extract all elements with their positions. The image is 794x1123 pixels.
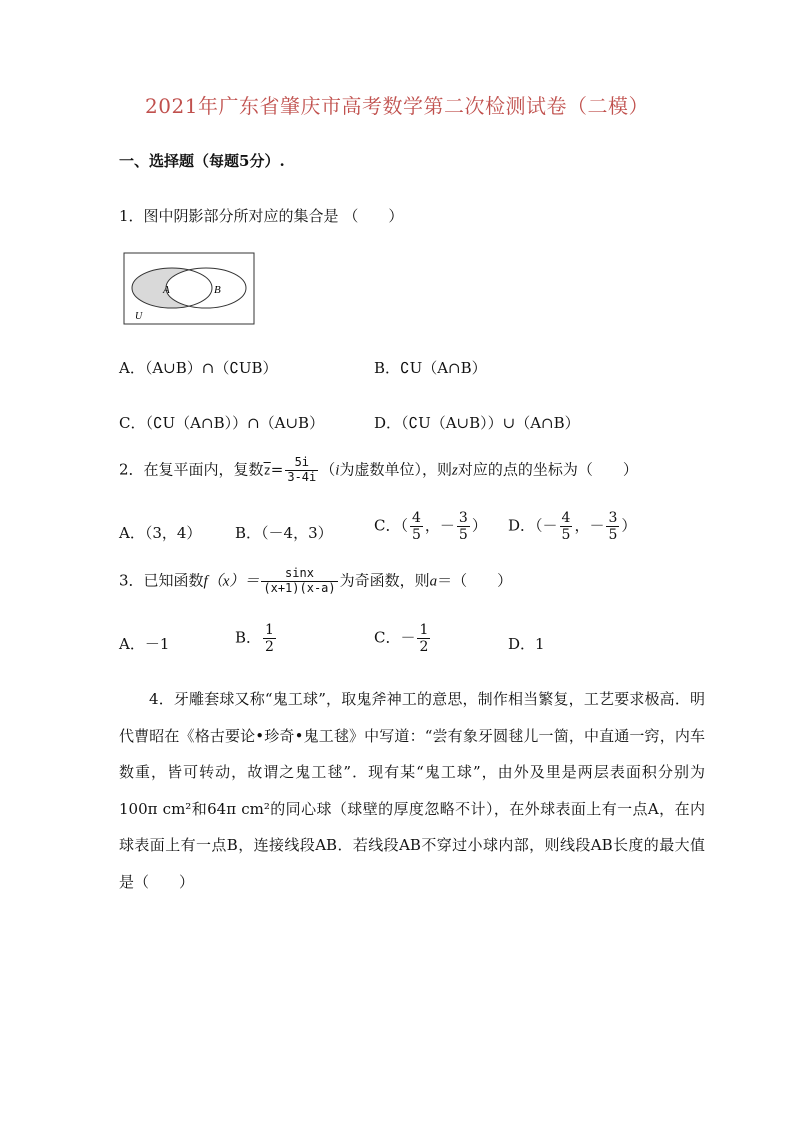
q2-c-mid: ，－ <box>424 516 455 535</box>
q3-suffix: 为奇函数，则 <box>339 571 430 590</box>
q3-stem <box>119 567 512 596</box>
q2-prefix: 2．在复平面内，复数 <box>119 460 264 479</box>
q1-option-a: A．（A∪B）∩（∁UB） <box>119 359 278 377</box>
q2-d-mid: ，－ <box>574 516 605 535</box>
q3-a: a <box>429 573 438 590</box>
q1-option-c: C．（∁U（A∩B））∩（A∪B） <box>119 414 325 432</box>
q1-option-b: B．∁U（A∩B） <box>374 359 487 377</box>
venn-diagram <box>123 252 256 326</box>
q2-eq: = <box>270 460 284 479</box>
q2-c-num1: 4 <box>411 510 421 526</box>
q2-option-c <box>374 510 487 543</box>
q2-option-b: B．（－4，3） <box>235 524 333 542</box>
q2-option-a: A．（3，4） <box>119 524 202 542</box>
q3-prefix: 3．已知函数 <box>119 571 204 590</box>
q3-fraction <box>261 567 337 596</box>
q2-c-den2: 5 <box>458 527 468 544</box>
q3-option-c <box>374 622 432 655</box>
q2-d-post: ） <box>621 516 637 535</box>
q2-d-num1: 4 <box>561 510 571 526</box>
q3-option-d: D．1 <box>508 635 545 653</box>
q2-i: i <box>335 462 340 479</box>
section-heading: 一、选择题（每题5分）. <box>119 152 285 170</box>
label-u: U <box>135 311 143 322</box>
q2-suffix: 为虚数单位），则 <box>339 460 452 479</box>
q2-d-den2: 5 <box>608 527 618 544</box>
q3-numerator: sinx <box>261 567 337 582</box>
q3-c-den: 2 <box>419 639 429 656</box>
q2-suffix-end: 对应的点的坐标为（ ） <box>457 460 638 479</box>
q3-b-den: 2 <box>265 639 274 656</box>
q3-b-num: 1 <box>265 622 274 638</box>
q3-option-a: A．－1 <box>119 635 170 653</box>
q2-denominator: 3-4i <box>287 469 317 484</box>
q1-stem: 1．图中阴影部分所对应的集合是 （ ） <box>119 207 404 225</box>
q2-z-conjugate: $\overline{z}$ <box>263 463 271 478</box>
q4-text: 4．牙雕套球又称“鬼工球”，取鬼斧神工的意思，制作相当繁复，工艺要求极高．明代曹昭在《格古要论•珍奇•鬼工毬》中写道：“尝有象牙圆毬儿一箇，中直通一窍，内车数重，皆可转动，故谓之鬼工毬”．现有某“鬼工球”，由外及里是两层表面积分别为100π cm²和64π cm²的同心球（球壁的厚度忽略不计），在外球表面上有一点A，在内球表面上有一点B，连接线段AB．若线段AB不穿过小球内部，则线段AB长度的最大值是（ ） <box>119 690 705 891</box>
q2-d-num2: 3 <box>608 510 618 526</box>
q2-fraction <box>285 456 318 485</box>
q3-c-frac <box>417 622 430 655</box>
label-a: A <box>163 284 170 296</box>
q3-suffix-end: ＝（ ） <box>437 571 513 590</box>
q2-c-pre: C．（ <box>374 516 408 535</box>
q2-numerator: 5i <box>285 456 318 471</box>
q2-stem <box>119 456 638 485</box>
q3-function: f（x）＝ <box>203 573 260 590</box>
q4-paragraph <box>119 681 705 900</box>
q2-c-num2: 3 <box>458 510 468 526</box>
q2-d-pre: D．（－ <box>508 516 558 535</box>
q2-paren: （ <box>320 460 336 479</box>
q2-d-frac1 <box>560 510 573 543</box>
q2-d-den1: 5 <box>561 527 571 544</box>
q2-c-den1: 5 <box>411 527 421 544</box>
q2-option-d <box>508 510 636 543</box>
q2-z: z <box>451 462 458 479</box>
q3-c-num: 1 <box>419 622 429 638</box>
q2-c-frac2 <box>457 510 470 543</box>
q2-d-frac2 <box>606 510 619 543</box>
q3-b-pre: B． <box>235 628 262 647</box>
q3-c-pre: C．－ <box>374 628 416 647</box>
page-title: 2021年广东省肇庆市高考数学第二次检测试卷（二模） <box>145 94 649 118</box>
label-b: B <box>214 284 221 296</box>
q2-c-post: ） <box>471 516 487 535</box>
q2-c-frac1 <box>410 510 423 543</box>
q1-option-d: D．（∁U（A∪B））∪（A∩B） <box>374 414 580 432</box>
q3-b-frac <box>263 622 276 655</box>
q3-denominator: (x+1)(x-a) <box>263 580 336 595</box>
q3-option-b <box>235 622 278 655</box>
